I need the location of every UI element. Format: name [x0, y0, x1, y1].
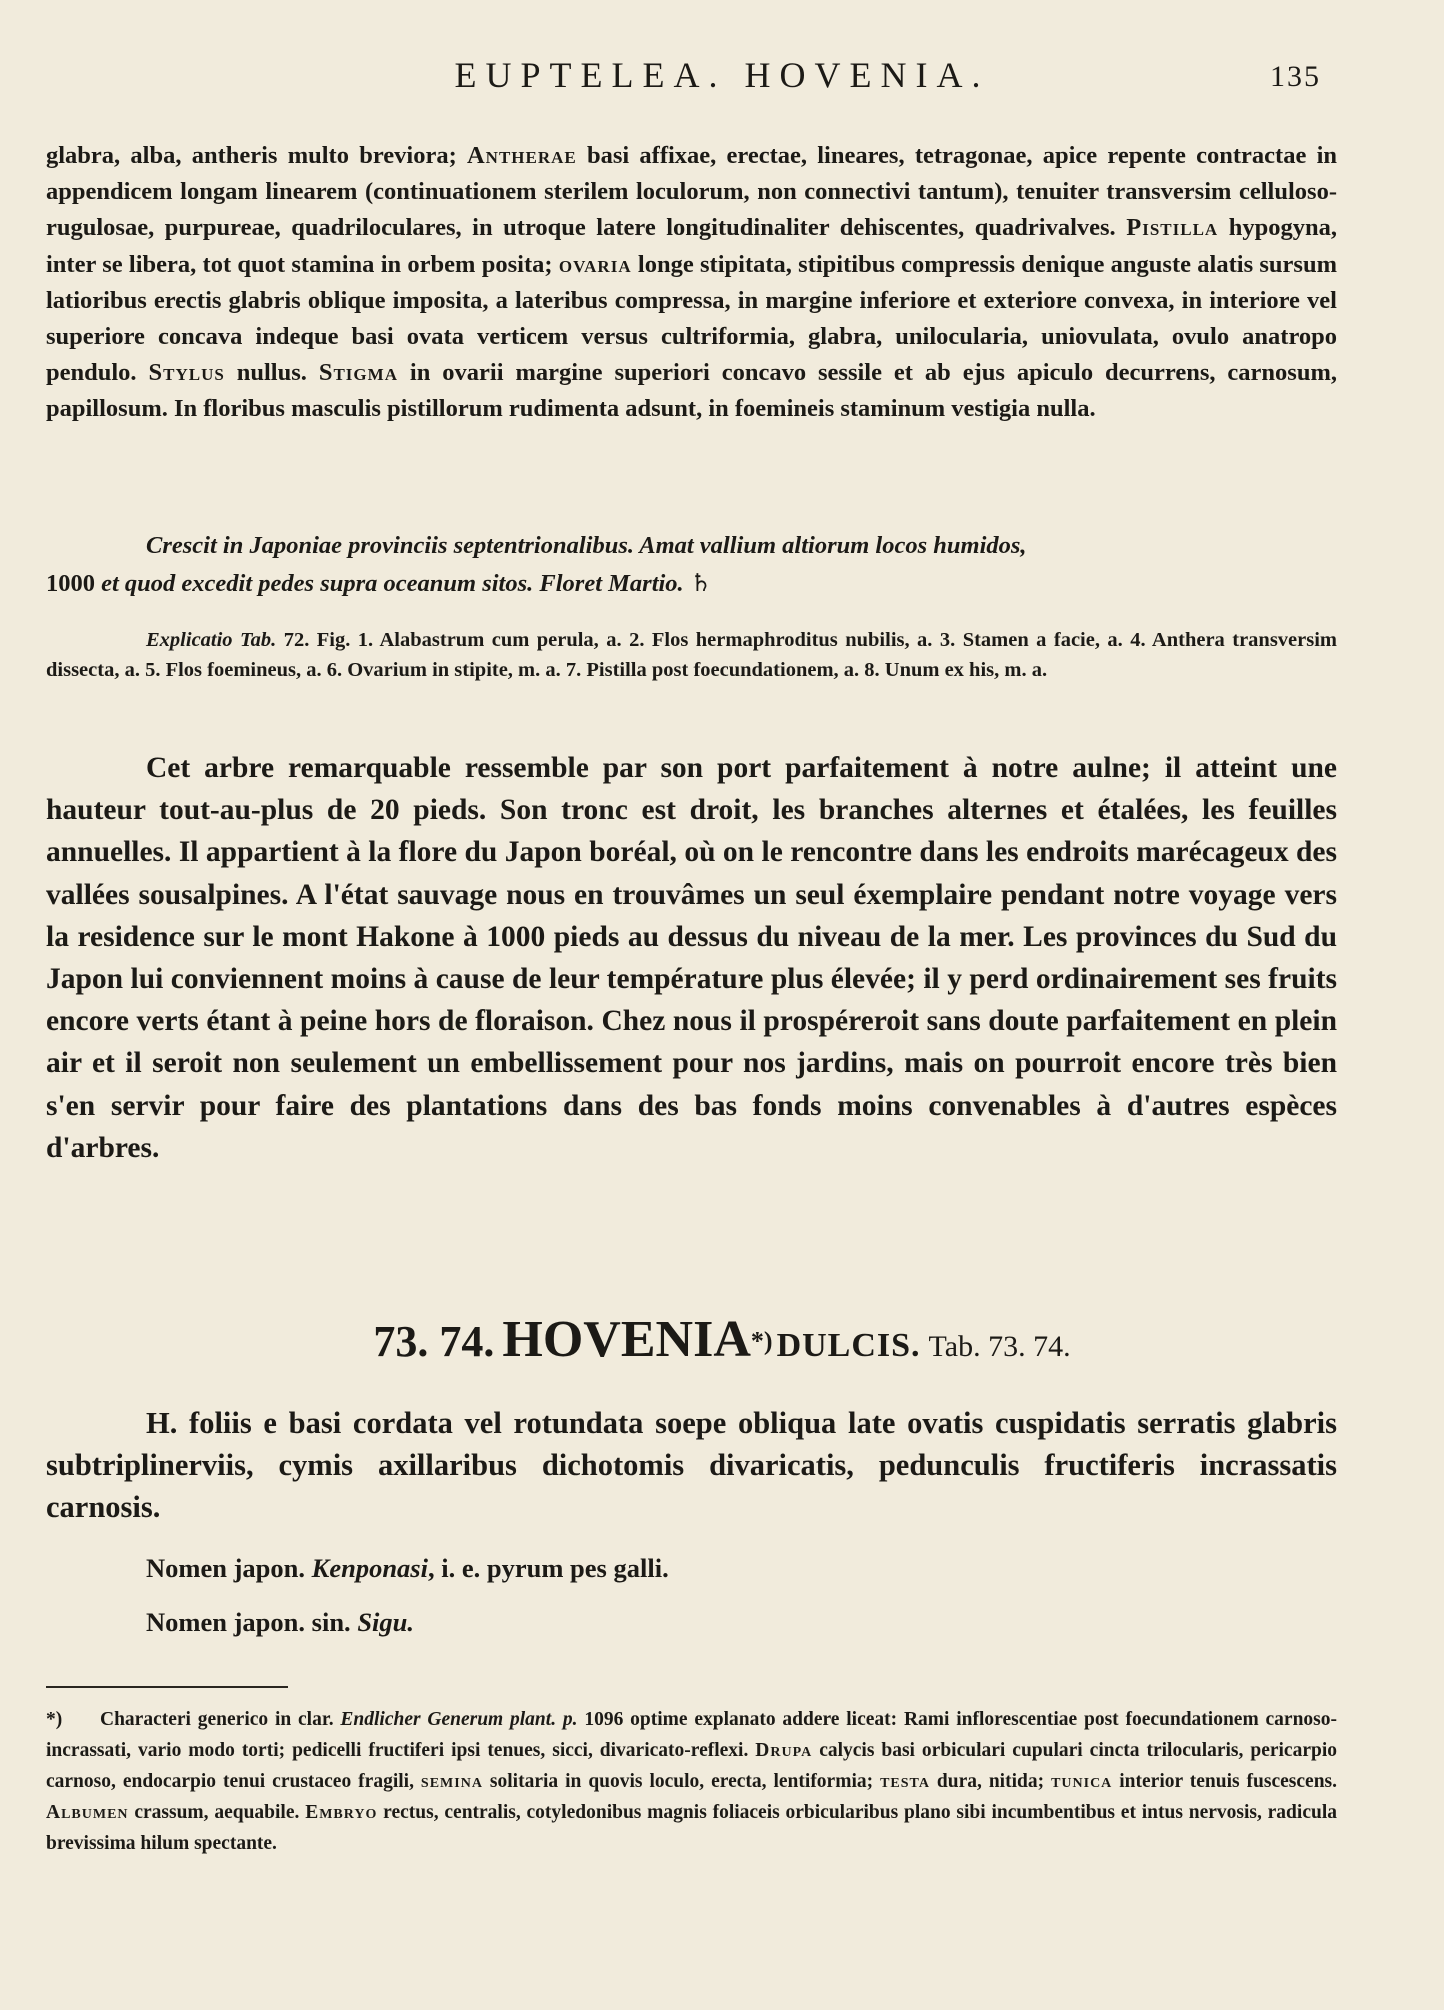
- sino-japanese-name: Nomen japon. sin. Sigu.: [146, 1607, 415, 1637]
- species-heading: [0, 1310, 1444, 1369]
- plate-explanation: Explicatio Tab. 72. Fig. 1. Alabastrum cum perula, a. 2. Flos hermaphroditus nubilis, a. 3. Stamen a facie, a. 4. Anthera transversim dissecta, a. 5. Flos foemineus, a. 6. Ovarium in stipite, m. a. 7. Pistilla post foecundationem, a. 8. Unum ex his, m. a.: [46, 629, 1337, 681]
- species-diagnosis: H. foliis e basi cordata vel rotundata soepe obliqua late ovatis cuspidatis serratis glabris subtriplinerviis, cymis axillaribus dichotomis divaricatis, pedunculis fructiferis incrassatis carnosis.: [46, 1406, 1337, 1524]
- plate-numbers: 73. 74.: [373, 1317, 495, 1366]
- japanese-name: Nomen japon. Kenponasi, i. e. pyrum pes galli.: [146, 1553, 669, 1583]
- species-name: DULCIS.: [776, 1327, 921, 1364]
- footnote: *) Characteri generico in clar. Endlicher Generum plant. p. 1096 optime explanato addere liceat: Rami inflorescentiae post foecundationem carnoso-incrassati, vario modo torti; pedicelli fructiferi ipsi tenues, sicci, divaricato-reflexi. Drupa calycis basi orbiculari cupulari cincta trilocularis, pericarpio carnoso, endocarpio tenui crustaceo fragili, semina solitaria in quovis loculo, erecta, lentiformia; testa dura, nitida; tunica interior tenuis fuscescens. Albumen crassum, aequabile. Embryo rectus, centralis, cotyledonibus magnis foliaceis orbicularibus plano sibi incumbentibus et intus nervosis, radicula brevissima hilum spectante.: [46, 1709, 1337, 1854]
- french-description: Cet arbre remarquable ressemble par son port parfaitement à notre aulne; il atteint une hauteur tout-au-plus de 20 pieds. Son tronc est droit, les branches alternes et étalées, les feuilles annuelles. Il appartient à la flore du Japon boréal, où on le rencontre dans les endroits marécageux des vallées sousalpines. A l'état sauvage nous en trouvâmes un seul éxemplaire pendant notre voyage vers la residence sur le mont Hakone à 1000 pieds au dessus du niveau de la mer. Les provinces du Sud du Japon lui conviennent moins à cause de leur température plus élevée; il y perd ordinairement ses fruits encore verts étant à peine hors de floraison. Chez nous il prospéreroit sans doute parfaitement en plein air et il seroit non seulement un embellissement pour nos jardins, mais on pourroit encore très bien s'en servir pour faire des plantations dans des bas fonds moins convenables à d'autres espèces d'arbres.: [46, 752, 1337, 1164]
- genus-name: HOVENIA: [502, 1311, 751, 1368]
- footnote-rule: [46, 1686, 288, 1688]
- footnote-marker: *): [750, 1326, 773, 1356]
- running-title: EUPTELEA. HOVENIA.: [454, 55, 990, 95]
- habitat-paragraph: Crescit in Japoniae provinciis septentrionalibus. Amat vallium altiorum locos humidos, 1000 et quod excedit pedes supra oceanum sitos. Floret Martio. ♄: [46, 532, 1027, 597]
- page-header: [0, 54, 1444, 104]
- page-number: 135: [1270, 60, 1321, 93]
- latin-description: glabra, alba, antheris multo breviora; Antherae basi affixae, erectae, lineares, tetragonae, apice repente contractae in appendicem longam linearem (continuationem sterilem loculorum, non connectivi tantum), tenuiter transversim celluloso-rugulosae, purpureae, quadriloculares, in utroque latere longitudinaliter dehiscentes, quadrivalves. Pistilla hypogyna, inter se libera, tot quot stamina in orbem posita; ovaria longe stipitata, stipitibus compressis denique anguste alatis sursum latioribus erectis glabris oblique imposita, a lateribus compressa, in margine inferiore et exteriore convexa, in interiore vel superiore concava indeque basi ovata verticem versus cultriformia, glabra, unilocularia, uniovulata, ovulo anatropo pendulo. Stylus nullus. Stigma in ovarii margine superiori concavo sessile et ab ejus apiculo decurrens, carnosum, papillosum. In floribus masculis pistillorum rudimenta adsunt, in foemineis staminum vestigia nulla.: [46, 142, 1337, 423]
- shrub-symbol: ♄: [683, 570, 712, 597]
- plate-reference: Tab. 73. 74.: [928, 1330, 1071, 1363]
